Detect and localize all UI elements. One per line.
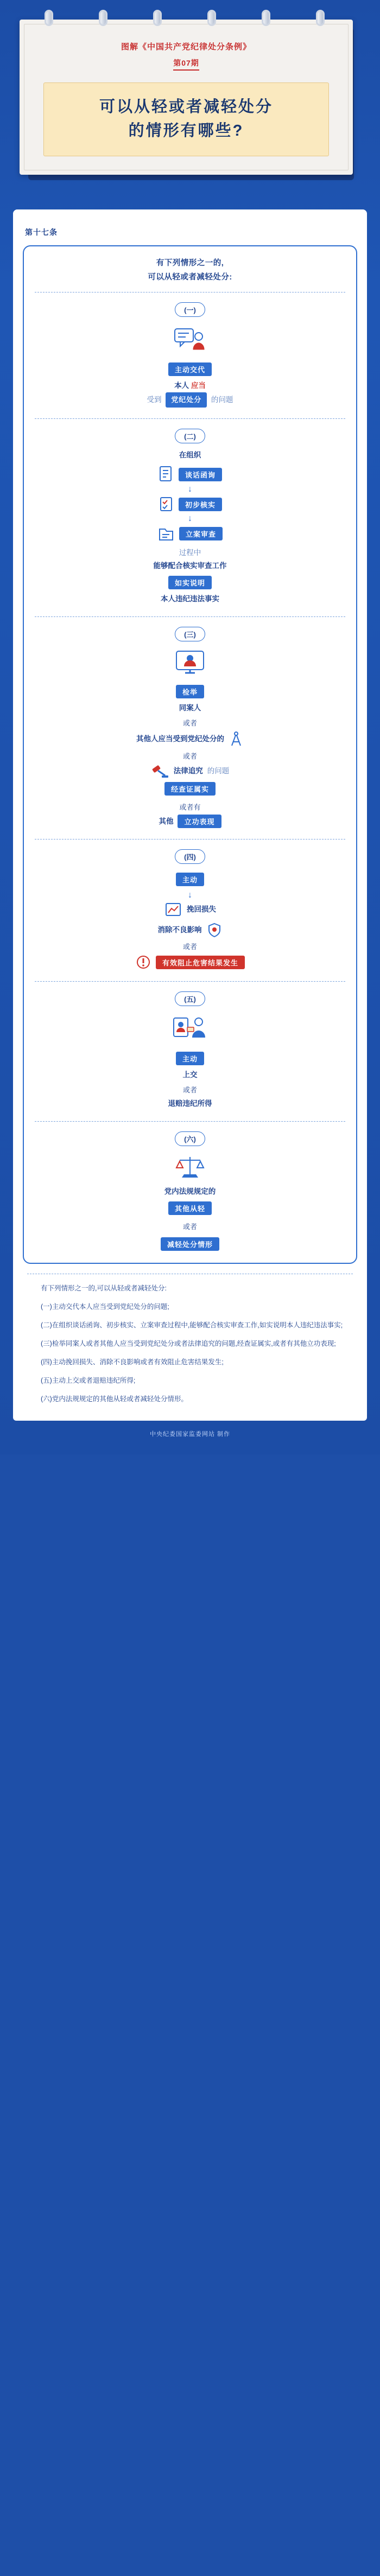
content-card [13,209,367,1421]
credit-line: 中央纪委国家监委网站 制作 [149,1431,231,1438]
chart-loss-icon [164,901,182,918]
section-5 [33,989,347,1114]
document-icon [158,465,174,484]
section-3-or-2: 或者 [182,752,197,760]
section-2-line-3: 能够配合核实审查工作 [153,562,227,570]
lead-line-1: 有下列情形之一的, [156,259,224,268]
section-1-number: (一) [175,302,205,317]
section-1-line-2-chip: 党纪处分 [166,392,207,408]
footnote-intro: 有下列情形之一的,可以从轻或者减轻处分: [41,1284,167,1292]
issue-number: 第07期 [173,58,199,71]
section-2-step-3: 立案审查 [179,527,223,540]
footnote-item-1: (一)主动交代本人应当受到党纪处分的问题; [41,1303,169,1311]
section-3-or-3: 或者有 [179,803,201,811]
section-6-line-1: 党内法规规定的 [164,1187,216,1195]
provisions-card [23,245,357,1264]
main-title-line-1: 可以从轻或者减轻处分 [99,98,273,116]
section-1-line-1a: 本人 [174,381,189,390]
section-6-chip-1: 其他从轻 [168,1201,212,1215]
section-6-chip-2: 减轻处分情形 [161,1237,219,1251]
section-4-number: (四) [175,849,205,864]
footnote-item-6: (六)党内法规规定的其他从轻或者减轻处分情形。 [41,1395,188,1403]
person-monitor-icon [33,649,347,677]
handover-money-icon [33,1014,347,1044]
section-2-chip: 如实说明 [168,576,212,589]
section-2-step-2: 初步核实 [179,498,222,511]
main-title-line-2: 的情形有哪些? [128,122,244,139]
section-1-chip: 主动交代 [168,362,212,376]
section-3-line-2: 其他人应当受到党纪处分的 [136,735,224,743]
binder-rings [28,10,343,24]
footnote-text [27,1282,353,1406]
lead-line-2: 可以从轻或者减轻处分: [148,273,232,282]
section-5-number: (五) [175,991,205,1006]
divider [35,616,345,617]
section-2-line-1: 在组织 [179,451,201,459]
section-3 [33,625,347,831]
person-speaking-icon [33,326,347,354]
checklist-icon [158,495,174,513]
section-4 [33,847,347,974]
footnote-item-3: (三)检举同案人或者其他人应当受到党纪处分或者法律追究的问题,经查证属实,或者有其他立功表现; [41,1340,336,1347]
arrow-down-icon: ↓ [188,485,192,494]
compass-icon [229,730,244,748]
section-2-line-2: 过程中 [179,549,201,557]
section-4-chip: 主动 [176,873,204,886]
divider [35,981,345,982]
arrow-down-icon: ↓ [188,514,192,523]
section-1 [33,300,347,411]
section-5-line-2: 退赔违纪所得 [168,1099,212,1108]
section-4-line-2: 消除不良影响 [157,926,202,934]
section-4-or-1: 或者 [182,943,197,951]
section-5-line-1: 上交 [182,1071,198,1079]
header [0,0,380,206]
section-5-chip: 主动 [176,1052,204,1065]
section-5-or-1: 或者 [182,1086,197,1094]
footnote-item-4: (四)主动挽回损失、消除不良影响或者有效阻止危害结果发生; [41,1358,224,1366]
section-6 [33,1129,347,1257]
section-3-number: (三) [175,627,205,641]
section-3-chip-1: 检举 [176,685,204,698]
section-3-line-4: 其他 [159,817,174,825]
footnote-item-5: (五)主动上交或者退赔违纪所得; [41,1377,136,1384]
section-6-number: (六) [175,1131,205,1146]
section-3-chip-3: 立功表现 [178,815,221,828]
section-3-or-1: 或者 [182,719,197,727]
divider [35,418,345,419]
section-1-line-2a: 受到 [147,396,162,404]
footnote-item-2: (二)在组织谈话函询、初步核实、立案审查过程中,能够配合核实审查工作,如实说明本人违纪违法事实; [41,1321,343,1329]
folder-doc-icon [157,525,175,542]
section-4-line-1: 挽回损失 [187,905,216,913]
section-3-line-1: 同案人 [179,704,201,712]
shield-coin-icon [206,922,223,938]
arrow-down-icon: ↓ [188,891,192,900]
series-title: 图解《中国共产党纪律处分条例》 [121,42,251,52]
section-3-chip-2: 经查证属实 [164,782,216,796]
header-card [20,20,353,175]
section-2-line-4: 本人违纪违法事实 [161,595,219,603]
section-1-line-1b: 应当 [191,381,206,390]
section-1-line-2b: 的问题 [211,396,233,404]
main-title-box [43,82,329,156]
section-2-step-1: 谈话函询 [179,468,222,481]
section-2-number: (二) [175,429,205,443]
scales-book-icon [33,1154,347,1181]
section-3-line-3a: 法律追究 [173,767,203,775]
section-2 [33,427,347,609]
section-3-line-3b: 的问题 [207,767,230,775]
section-4-line-3: 有效阻止危害结果发生 [156,956,245,969]
clause-tag: 第十七条 [25,228,58,237]
alert-stop-icon [135,954,151,970]
divider [35,1121,345,1122]
section-6-or-1: 或者 [182,1223,197,1231]
gavel-icon [151,764,169,779]
